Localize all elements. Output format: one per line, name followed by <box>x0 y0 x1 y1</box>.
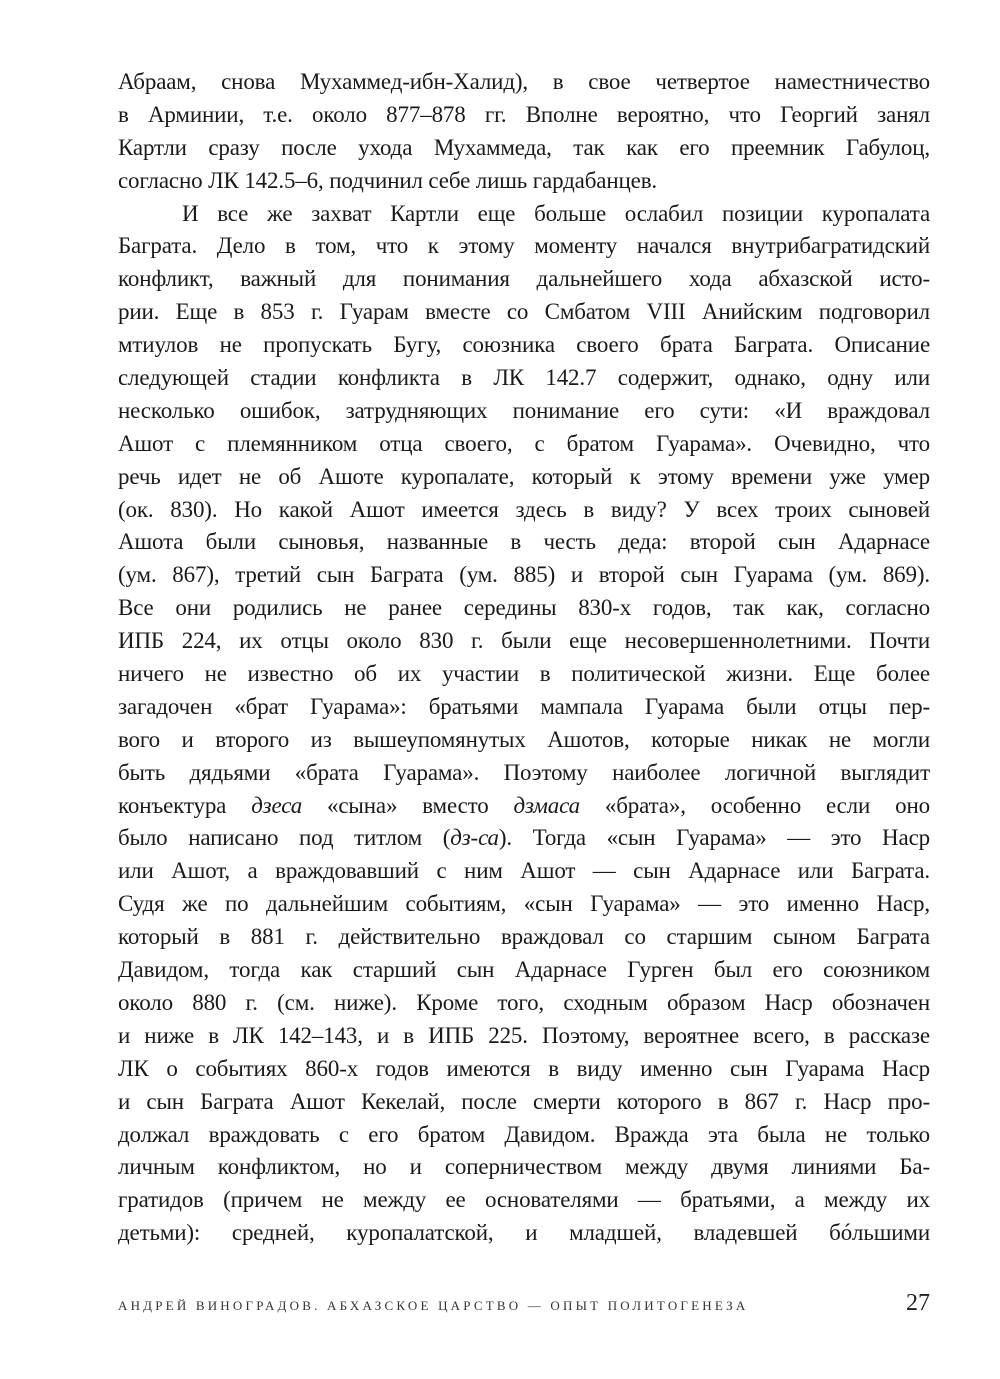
text-line <box>118 822 930 855</box>
text-segment: который в 881 г. действительно враждовал со старшим сыном Баграта <box>118 924 930 950</box>
body-text <box>118 66 930 1250</box>
text-segment: И все же захват Картли еще больше ослабил позиции куропалата <box>182 200 930 226</box>
text-segment: гратидов (причем не между ее основателями — братьями, а между их <box>118 1187 930 1213</box>
text-segment: Абраам, снова Мухаммед-ибн-Халид), в свое четвертое наместничество <box>118 69 930 94</box>
text-line <box>118 296 930 329</box>
text-line <box>118 362 930 395</box>
text-line <box>118 1020 930 1053</box>
italic-term: дз-са <box>450 825 499 851</box>
text-segment: и ниже в ЛК 142–143, и в ИПБ 225. Поэтому, вероятнее всего, в рассказе <box>118 1022 930 1048</box>
text-segment: Баграта. Дело в том, что к этому моменту начался внутрибагратидский <box>118 233 930 259</box>
text-line <box>118 198 930 231</box>
text-line <box>118 1086 930 1119</box>
text-line <box>118 1217 930 1250</box>
text-line <box>118 329 930 362</box>
text-line <box>118 1053 930 1086</box>
text-line <box>118 461 930 494</box>
text-line <box>118 263 930 296</box>
text-segment: быть дядьями «брата Гуарама». Поэтому наиболее логичной выглядит <box>118 759 930 785</box>
text-segment: детьми): средней, куропалатской, и младшей, владевшей бóльшими <box>118 1220 930 1246</box>
text-segment: было написано под титлом ( <box>118 825 451 851</box>
text-segment: в Арминии, т.е. около 877–878 гг. Вполне вероятно, что Георгий занял <box>118 101 930 127</box>
text-line <box>118 165 930 198</box>
italic-term: дзеса <box>251 792 303 818</box>
text-segment: согласно ЛК 142.5–6, подчинил себе лишь гардабанцев. <box>118 167 658 193</box>
text-line <box>118 921 930 954</box>
text-line <box>118 954 930 987</box>
text-line <box>118 625 930 658</box>
text-line <box>118 691 930 724</box>
text-line <box>118 494 930 527</box>
text-line <box>118 1184 930 1217</box>
text-segment: конъектура <box>118 792 252 818</box>
text-segment: личным конфликтом, но и соперничеством между двумя линиями Ба- <box>118 1154 930 1180</box>
page-number: 27 <box>906 1290 930 1316</box>
page-footer <box>118 1290 930 1320</box>
text-segment: вого и второго из вышеупомянутых Ашотов, которые никак не могли <box>118 726 930 752</box>
text-line <box>118 658 930 691</box>
text-segment: ИПБ 224, их отцы около 830 г. были еще несовершеннолетними. Почти <box>118 628 930 654</box>
text-segment: Ашот с племянником отца своего, с братом Гуарама». Очевидно, что <box>118 430 930 456</box>
text-segment: загадочен «брат Гуарама»: братьями мампала Гуарама были отцы пер- <box>118 693 930 719</box>
text-segment: «сына» вместо <box>302 792 514 818</box>
text-line <box>118 888 930 921</box>
text-line <box>118 987 930 1020</box>
text-segment: рии. Еще в 853 г. Гуарам вместе со Смбатом VIII Анийским подговорил <box>118 299 930 325</box>
text-segment: Судя же по дальнейшим событиям, «сын Гуарама» — это именно Наср, <box>118 891 930 917</box>
text-line <box>118 790 930 823</box>
text-line <box>118 855 930 888</box>
text-segment: Давидом, тогда как старший сын Адарнасе Гурген был его союзником <box>118 957 930 983</box>
text-segment: Ашота были сыновья, названные в честь деда: второй сын Адарнасе <box>118 529 930 555</box>
text-segment: должал враждовать с его братом Давидом. Вражда эта была не только <box>118 1121 930 1147</box>
text-line <box>118 66 930 99</box>
text-segment: Все они родились не ранее середины 830-х годов, так как, согласно <box>118 595 930 621</box>
text-line <box>118 99 930 132</box>
text-line <box>118 757 930 790</box>
text-line <box>118 559 930 592</box>
text-segment: «брата», особенно если оно <box>579 792 930 818</box>
text-segment: Картли сразу после ухода Мухаммеда, так как его преемник Габулоц, <box>118 134 930 160</box>
text-line <box>118 592 930 625</box>
running-title: АНДРЕЙ ВИНОГРАДОВ. АБХАЗСКОЕ ЦАРСТВО — ОПЫТ ПОЛИТОГЕНЕЗА <box>118 1298 749 1313</box>
text-segment: или Ашот, а враждовавший с ним Ашот — сын Адарнасе или Баграта. <box>118 858 930 884</box>
text-segment: (ум. 867), третий сын Баграта (ум. 885) и второй сын Гуарама (ум. 869). <box>118 562 930 588</box>
text-line <box>118 230 930 263</box>
text-segment: ничего не известно об их участии в политической жизни. Еще более <box>118 661 930 687</box>
text-line <box>118 1151 930 1184</box>
text-segment: ). Тогда «сын Гуарама» — это Наср <box>498 825 930 851</box>
text-line <box>118 1119 930 1152</box>
text-segment: около 880 г. (см. ниже). Кроме того, сходным образом Наср обозначен <box>118 989 930 1015</box>
text-segment: несколько ошибок, затрудняющих понимание его сути: «И враждовал <box>118 397 930 423</box>
text-segment: речь идет не об Ашоте куропалате, который к этому времени уже умер <box>118 463 930 489</box>
text-segment: (ок. 830). Но какой Ашот имеется здесь в виду? У всех троих сыновей <box>118 496 930 522</box>
text-segment: следующей стадии конфликта в ЛК 142.7 содержит, однако, одну или <box>118 365 930 391</box>
text-line <box>118 395 930 428</box>
text-segment: мтиулов не пропускать Бугу, союзника своего брата Баграта. Описание <box>118 332 930 358</box>
text-segment: конфликт, важный для понимания дальнейшего хода абхазской исто- <box>118 266 930 292</box>
text-line <box>118 132 930 165</box>
text-line <box>118 724 930 757</box>
text-segment: и сын Баграта Ашот Кекелай, после смерти которого в 867 г. Наср про- <box>118 1088 930 1114</box>
italic-term: дзмаса <box>513 792 580 818</box>
text-segment: ЛК о событиях 860-х годов имеются в виду именно сын Гуарама Наср <box>118 1055 930 1081</box>
text-line <box>118 428 930 461</box>
text-line <box>118 526 930 559</box>
